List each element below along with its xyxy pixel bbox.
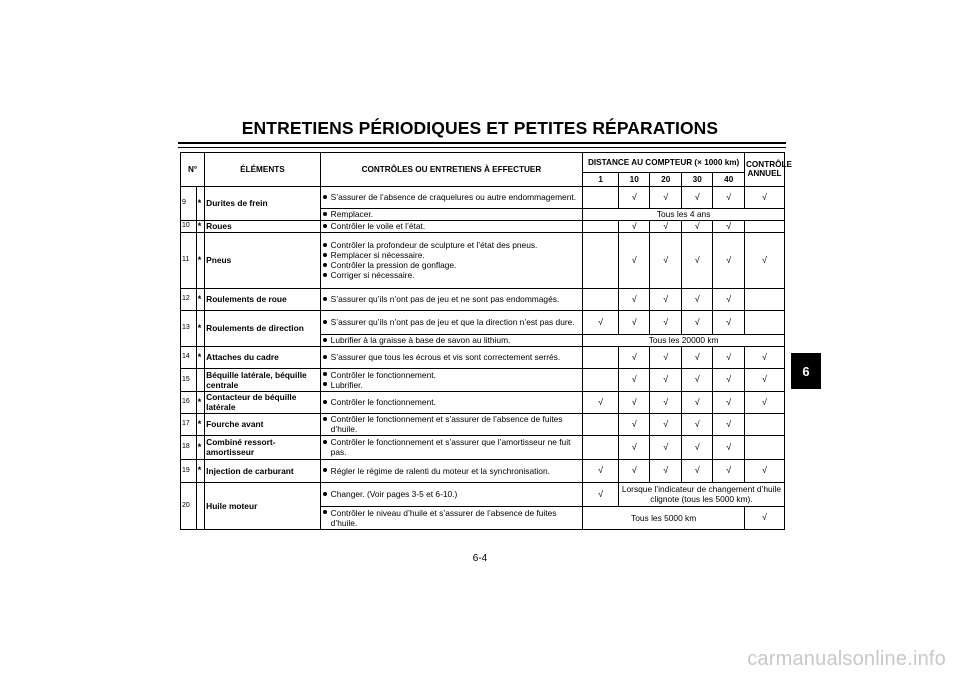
check-cell: √: [618, 221, 650, 233]
check-cell: √: [713, 221, 745, 233]
check-cell: [583, 346, 619, 368]
row-star: *: [196, 413, 204, 435]
task-list: [322, 397, 582, 407]
row-tasks: [320, 232, 583, 288]
task-item: Contrôler le fonctionnement et s’assurer de l’absence de fuites d’huile.: [322, 414, 582, 434]
table-body: [181, 187, 785, 530]
row-item: Huile moteur: [205, 482, 321, 529]
check-cell: √: [681, 221, 713, 233]
row-tasks: [320, 482, 583, 506]
row-tasks: [320, 221, 583, 233]
task-item: Contrôler le voile et l’état.: [322, 221, 582, 231]
row-number: 16: [181, 391, 197, 413]
check-cell: √: [713, 346, 745, 368]
row-number: 17: [181, 413, 197, 435]
check-cell: [745, 413, 785, 435]
check-cell: √: [618, 391, 650, 413]
task-list: [322, 437, 582, 457]
header-km: 1: [583, 173, 619, 187]
header-num: N°: [181, 153, 205, 187]
task-item: Lubrifier à la graisse à base de savon au lithium.: [322, 335, 582, 345]
task-item: Corriger si nécessaire.: [322, 270, 582, 280]
check-cell: √: [618, 459, 650, 482]
row-item: Combiné ressort-amortisseur: [205, 435, 321, 459]
task-item: Lubrifier.: [322, 380, 582, 390]
row-tasks: [320, 435, 583, 459]
header-annual: [745, 153, 792, 187]
task-item: Contrôler le fonctionnement.: [322, 397, 582, 407]
check-cell: √: [650, 459, 682, 482]
row-tasks: [320, 334, 583, 346]
header-km: 30: [681, 173, 713, 187]
table-row: [181, 232, 785, 288]
check-cell: √: [681, 391, 713, 413]
check-cell: √: [618, 368, 650, 391]
task-list: [322, 335, 582, 345]
check-cell: √: [745, 346, 785, 368]
check-cell: [583, 232, 619, 288]
row-number: 19: [181, 459, 197, 482]
watermark: carmanualsonline.info: [747, 648, 946, 670]
check-cell: √: [583, 482, 619, 506]
check-cell: √: [681, 187, 713, 209]
row-tasks: [320, 209, 583, 221]
row-tasks: [320, 288, 583, 310]
check-cell: √: [681, 435, 713, 459]
check-cell: √: [745, 368, 785, 391]
task-list: [322, 192, 582, 202]
row-item: Roues: [205, 221, 321, 233]
page-title: ENTRETIENS PÉRIODIQUES ET PETITES RÉPARATIONS: [241, 118, 719, 138]
chapter-tab: 6: [791, 353, 821, 389]
table-row: [181, 459, 785, 482]
task-item: Contrôler le fonctionnement et s’assurer que l’amortisseur ne fuit pas.: [322, 437, 582, 457]
check-cell: [745, 310, 785, 334]
row-number: 18: [181, 435, 197, 459]
header-km: 10: [618, 173, 650, 187]
check-cell: √: [681, 232, 713, 288]
header-distance: DISTANCE AU COMPTEUR (× 1000 km): [583, 153, 745, 173]
row-star: [196, 482, 204, 529]
check-cell: √: [650, 435, 682, 459]
task-item: S’assurer que tous les écrous et vis sont correctement serrés.: [322, 352, 582, 362]
task-list: [322, 466, 582, 476]
check-cell: √: [618, 310, 650, 334]
table-row: [181, 221, 785, 233]
task-item: Régler le régime de ralenti du moteur et la synchronisation.: [322, 466, 582, 476]
task-list: [322, 294, 582, 304]
row-item: Roulements de direction: [205, 310, 321, 346]
row-star: *: [196, 288, 204, 310]
check-cell: [745, 288, 785, 310]
task-list: [322, 317, 582, 327]
row-star: *: [196, 221, 204, 233]
row-tasks: [320, 368, 583, 391]
table-row: [181, 346, 785, 368]
task-list: [322, 352, 582, 362]
row-star: *: [196, 459, 204, 482]
row-number: 10: [181, 221, 197, 233]
check-cell: √: [618, 435, 650, 459]
table-row: [181, 187, 785, 209]
task-list: [322, 370, 582, 390]
check-cell: √: [618, 413, 650, 435]
row-tasks: [320, 413, 583, 435]
task-item: S’assurer qu’ils n’ont pas de jeu et que la direction n’est pas dure.: [322, 317, 582, 327]
check-cell: √: [713, 413, 745, 435]
row-item: Attaches du cadre: [205, 346, 321, 368]
task-item: Remplacer.: [322, 209, 582, 219]
check-cell: √: [713, 435, 745, 459]
task-item: Changer. (Voir pages 3-5 et 6-10.): [322, 489, 582, 499]
check-cell: √: [745, 232, 785, 288]
check-cell: √: [713, 288, 745, 310]
task-list: [322, 240, 582, 280]
interval-cell: Tous les 5000 km: [583, 506, 745, 529]
check-cell: √: [650, 310, 682, 334]
check-cell: √: [650, 413, 682, 435]
row-item: Durites de frein: [205, 187, 321, 221]
row-tasks: [320, 391, 583, 413]
row-star: [196, 368, 204, 391]
task-list: [322, 209, 582, 219]
task-list: [322, 414, 582, 434]
check-cell: √: [713, 368, 745, 391]
check-cell: √: [681, 288, 713, 310]
row-number: 14: [181, 346, 197, 368]
check-cell: √: [650, 288, 682, 310]
check-cell: [583, 413, 619, 435]
check-cell: √: [618, 232, 650, 288]
check-cell: √: [583, 459, 619, 482]
check-cell: √: [745, 459, 785, 482]
check-cell: √: [681, 310, 713, 334]
check-cell: √: [745, 506, 785, 529]
task-item: S’assurer qu’ils n’ont pas de jeu et ne sont pas endommagés.: [322, 294, 582, 304]
row-item: Roulements de roue: [205, 288, 321, 310]
task-item: Contrôler la pression de gonflage.: [322, 260, 582, 270]
header-checks: CONTRÔLES OU ENTRETIENS À EFFECTUER: [320, 153, 583, 187]
row-tasks: [320, 187, 583, 209]
check-cell: [583, 221, 619, 233]
check-cell: √: [745, 187, 785, 209]
check-cell: √: [583, 391, 619, 413]
check-cell: [583, 435, 619, 459]
table-row: [181, 288, 785, 310]
row-number: 9: [181, 187, 197, 221]
check-cell: √: [713, 459, 745, 482]
page-number: 6-4: [472, 553, 488, 564]
check-cell: [745, 435, 785, 459]
table-row: [181, 310, 785, 334]
check-cell: [583, 368, 619, 391]
row-number: 11: [181, 232, 197, 288]
check-cell: √: [618, 346, 650, 368]
check-cell: √: [650, 368, 682, 391]
check-cell: √: [713, 391, 745, 413]
check-cell: √: [650, 346, 682, 368]
row-item: Contacteur de béquille latérale: [205, 391, 321, 413]
check-cell: √: [681, 346, 713, 368]
task-item: Contrôler la profondeur de sculpture et l’état des pneus.: [322, 240, 582, 250]
row-number: 20: [181, 482, 197, 529]
check-cell: [745, 221, 785, 233]
check-cell: √: [650, 187, 682, 209]
row-item: Pneus: [205, 232, 321, 288]
row-star: *: [196, 391, 204, 413]
check-cell: √: [618, 288, 650, 310]
table-row: [181, 413, 785, 435]
check-cell: √: [618, 187, 650, 209]
table-row: [181, 482, 785, 506]
task-item: Remplacer si nécessaire.: [322, 250, 582, 260]
row-star: *: [196, 187, 204, 221]
check-cell: [583, 288, 619, 310]
task-list: [322, 508, 582, 528]
row-tasks: [320, 310, 583, 334]
header-items: ÉLÉMENTS: [205, 153, 321, 187]
header-annual-line1: CONTRÔLE: [746, 159, 792, 169]
check-cell: √: [713, 310, 745, 334]
row-star: *: [196, 346, 204, 368]
header-km: 40: [713, 173, 745, 187]
interval-cell: Tous les 20000 km: [583, 334, 785, 346]
row-number: 12: [181, 288, 197, 310]
table-row: [181, 368, 785, 391]
check-cell: √: [650, 221, 682, 233]
row-star: *: [196, 232, 204, 288]
header-annual-line2: ANNUEL: [747, 168, 782, 178]
table-row: [181, 435, 785, 459]
check-cell: √: [713, 232, 745, 288]
title-rule: [178, 142, 786, 144]
task-item: Contrôler le niveau d’huile et s’assurer de l’absence de fuites d’huile.: [322, 508, 582, 528]
row-item: Fourche avant: [205, 413, 321, 435]
check-cell: √: [681, 459, 713, 482]
interval-cell: Tous les 4 ans: [583, 209, 785, 221]
row-tasks: [320, 346, 583, 368]
check-cell: [583, 187, 619, 209]
row-item: Béquille latérale, béquille centrale: [205, 368, 321, 391]
row-tasks: [320, 459, 583, 482]
row-star: *: [196, 310, 204, 346]
check-cell: √: [583, 310, 619, 334]
row-tasks: [320, 506, 583, 529]
task-list: [322, 221, 582, 231]
task-item: Contrôler le fonctionnement.: [322, 370, 582, 380]
check-cell: √: [745, 391, 785, 413]
check-cell: √: [681, 413, 713, 435]
header-km: 20: [650, 173, 682, 187]
check-cell: √: [650, 232, 682, 288]
maintenance-table: [180, 152, 792, 530]
interval-cell: Lorsque l’indicateur de changement d’huile clignote (tous les 5000 km).: [618, 482, 784, 506]
task-list: [322, 489, 582, 499]
row-star: *: [196, 435, 204, 459]
table-row: [181, 391, 785, 413]
row-number: 15: [181, 368, 197, 391]
title-rule-thin: [178, 147, 786, 148]
check-cell: √: [650, 391, 682, 413]
task-item: S’assurer de l’absence de craquelures ou autre endommagement.: [322, 192, 582, 202]
row-item: Injection de carburant: [205, 459, 321, 482]
check-cell: √: [681, 368, 713, 391]
check-cell: √: [713, 187, 745, 209]
row-number: 13: [181, 310, 197, 346]
